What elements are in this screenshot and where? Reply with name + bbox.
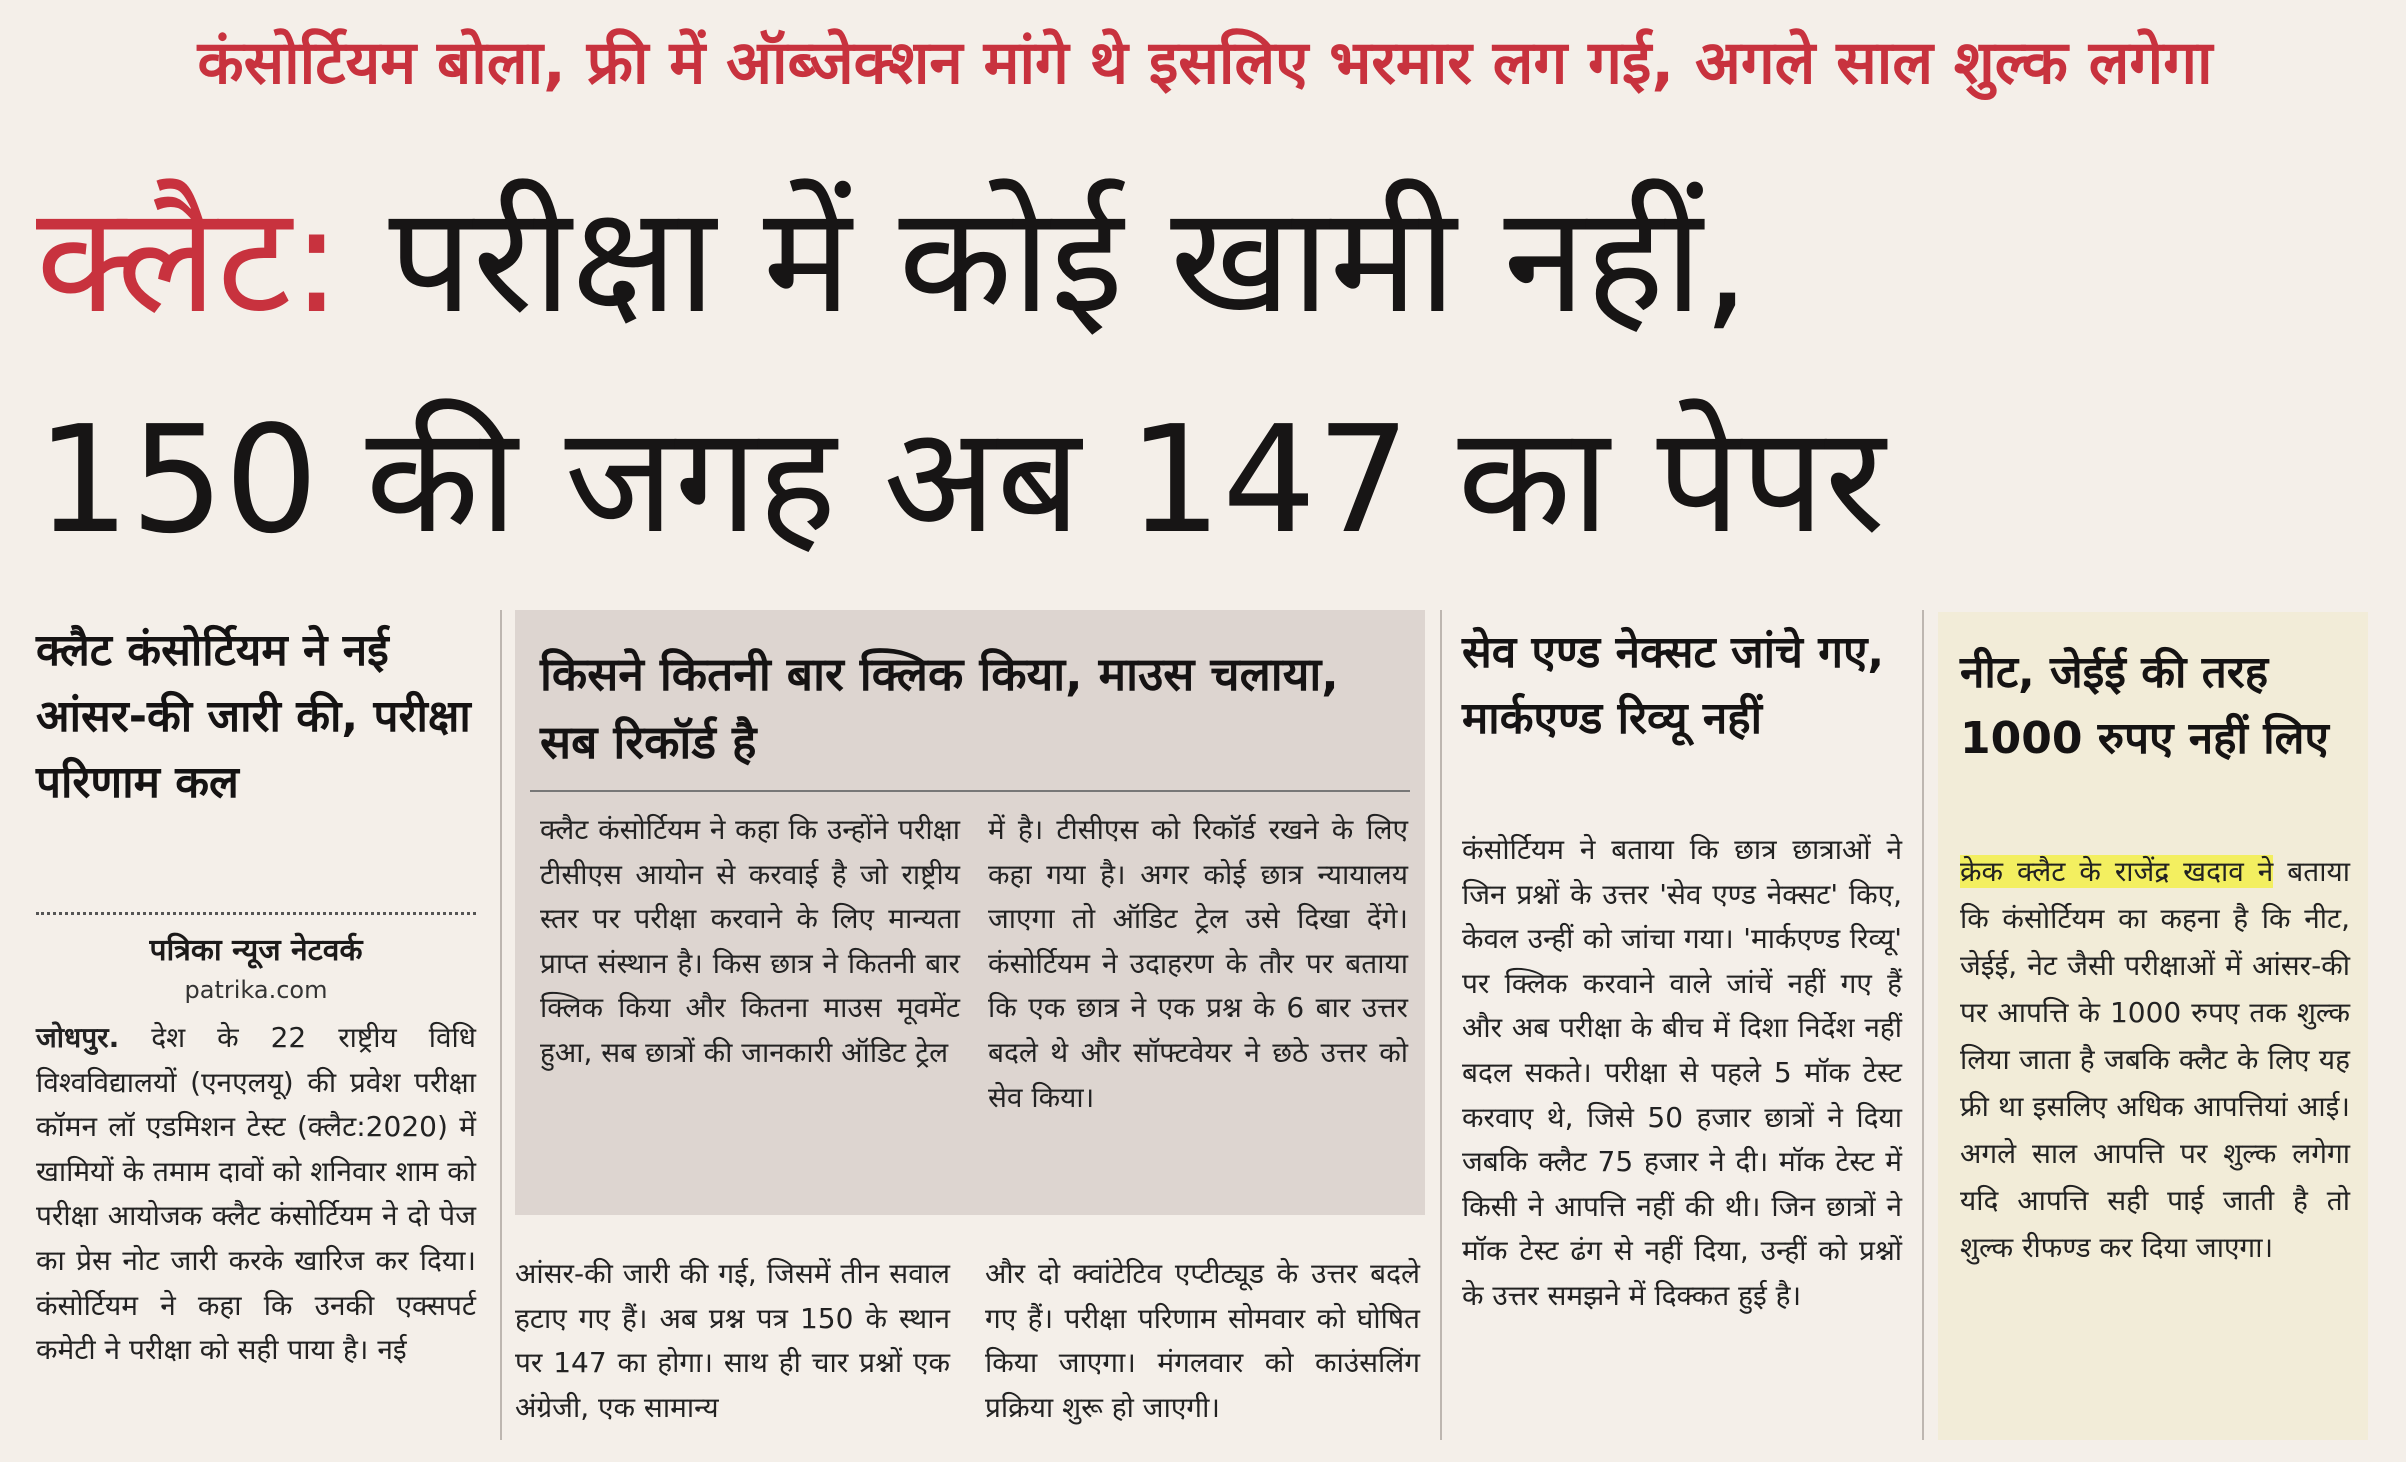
box-title: किसने कितनी बार क्लिक किया, माउस चलाया, सब रिकॉर्ड है bbox=[540, 647, 1339, 769]
headline-line-1-text: परीक्षा में कोई खामी नहीं, bbox=[388, 174, 1750, 346]
col1-body bbox=[36, 1016, 476, 1373]
byline: पत्रिका न्यूज नेटवर्क bbox=[149, 933, 363, 968]
main-headline bbox=[36, 150, 2376, 590]
col2-continuation: आंसर-की जारी की गई, जिसमें तीन सवाल हटाए गए हैं। अब प्रश्न पत्र 150 के स्थान पर 147 का होगा। साथ ही चार प्रश्नों एक अंग्रेजी, एक सामान्य bbox=[515, 1257, 950, 1424]
dateline: जोधपुर. bbox=[36, 1021, 120, 1054]
column-divider bbox=[1440, 610, 1442, 1440]
site-url: patrika.com bbox=[184, 976, 328, 1004]
column-divider bbox=[1922, 610, 1924, 1440]
col5-highlight: क्रेक क्लैट के राजेंद्र खदाव ने bbox=[1960, 855, 2274, 888]
col1-body-text: देश के 22 राष्ट्रीय विधि विश्वविद्यालयों (एनएलयू) की प्रवेश परीक्षा कॉमन लॉ एडमिशन टेस्ट (क्लैट:2020) में खामियों के तमाम दावों को शनिवार शाम को परीक्षा आयोजक क्लैट कंसोर्टियम ने दो पेज का प्रेस नोट जारी करके खारिज कर दिया। कंसोर्टियम ने कहा कि उनकी एक्सपर्ट कमेटी ने परीक्षा को सही पाया है। नई bbox=[36, 1021, 477, 1367]
byline-rule bbox=[36, 912, 476, 915]
col5-body-text: बताया कि कंसोर्टियम का कहना है कि नीट, जेईई, नेट जैसी परीक्षाओं में आंसर-की पर आपत्ति के 1000 रुपए तक शुल्क लिया जाता है जबकि क्लैट के लिए यह फ्री था इसलिए अधिक आपत्तियां आई। अगले साल आपत्ति पर शुल्क लगेगा यदि आपत्ति सही पाई जाती है तो शुल्क रीफण्ड कर दिया जाएगा। bbox=[1960, 855, 2350, 1264]
headline-prefix: क्लैट: bbox=[36, 174, 342, 346]
box-rule bbox=[530, 790, 1410, 792]
headline-line-2: 150 की जगह अब 147 का पेपर bbox=[36, 394, 1886, 566]
col4-body: कंसोर्टियम ने बताया कि छात्र छात्राओं ने जिन प्रश्नों के उत्तर 'सेव एण्ड नेक्सट' किए, केवल उन्हीं को जांचा गया। 'मार्कएण्ड रिव्यू' पर क्लिक करवाने वाले जांचें नहीं गए हैं और अब परीक्षा के बीच में दिशा निर्देश नहीं बदल सकते। परीक्षा से पहले 5 मॉक टेस्ट करवाए थे, जिसे 50 हजार छात्रों ने दिया जबकि क्लैट 75 हजार ने दी। मॉक टेस्ट में किसी ने आपत्ति नहीं की थी। जिन छात्रों ने मॉक टेस्ट ढंग से नहीं दिया, उन्हीं को प्रश्नों के उत्तर समझने में दिक्कत हुई है। bbox=[1462, 833, 1902, 1312]
kicker-headline: कंसोर्टियम बोला, फ्री में ऑब्जेक्शन मांगे थे इसलिए भरमार लग गई, अगले साल शुल्क लगेगा bbox=[197, 28, 2213, 98]
col1-title: क्लैट कंसोर्टियम ने नई आंसर-की जारी की, परीक्षा परिणाम कल bbox=[36, 625, 471, 808]
headline-line-1 bbox=[36, 150, 2376, 370]
col3-continuation: और दो क्वांटेटिव एप्टीट्यूड के उत्तर बदले गए हैं। परीक्षा परिणाम सोमवार को घोषित किया जाएगा। मंगलवार को काउंसलिंग प्रक्रिया शुरू हो जाएगी। bbox=[985, 1257, 1420, 1424]
box-col-a: क्लैट कंसोर्टियम ने कहा कि उन्होंने परीक्षा टीसीएस आयोन से करवाई है जो राष्ट्रीय स्तर पर परीक्षा करवाने के लिए मान्यता प्राप्त संस्थान है। किस छात्र ने कितनी बार क्लिक किया और कितना माउस मूवमेंट हुआ, सब छात्रों की जानकारी ऑडिट ट्रेल bbox=[540, 813, 960, 1069]
col5-body bbox=[1960, 848, 2350, 1271]
col5-title: नीट, जेईई की तरह 1000 रुपए नहीं लिए bbox=[1960, 647, 2329, 764]
box-col-b: में है। टीसीएस को रिकॉर्ड रखने के लिए कहा गया है। अगर कोई छात्र न्यायालय जाएगा तो ऑडिट ट्रेल उसे दिखा देंगे। कंसोर्टियम ने उदाहरण के तौर पर बताया कि एक छात्र ने एक प्रश्न के 6 बार उत्तर बदले थे और सॉफ्टवेयर ने छठे उत्तर को सेव किया। bbox=[988, 813, 1408, 1114]
column-divider bbox=[500, 610, 502, 1440]
col4-title: सेव एण्ड नेक्सट जांचे गए, मार्कएण्ड रिव्यू नहीं bbox=[1462, 627, 1885, 744]
